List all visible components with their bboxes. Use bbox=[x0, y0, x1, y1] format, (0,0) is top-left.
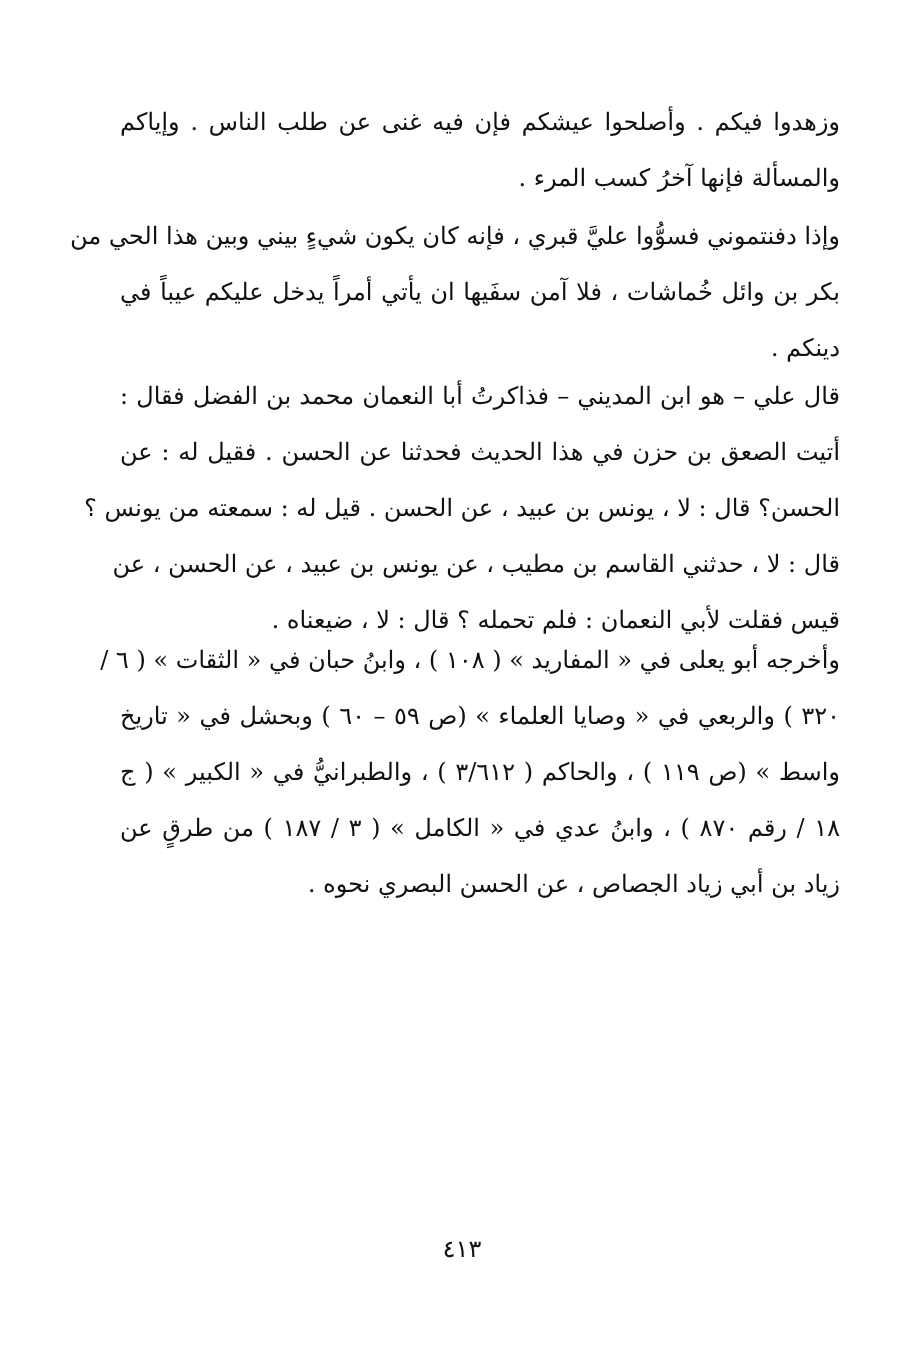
text-line: وزهدوا فيكم . وأصلحوا عيشكم فإن فيه غنى عن طلب الناس . وإياكم bbox=[120, 108, 840, 136]
text-line: ١٨ / رقم ٨٧٠ ) ، وابنُ عدي في « الكامل » ( ٣ / ١٨٧ ) من طرقٍ عن bbox=[120, 814, 841, 842]
paragraph bbox=[70, 208, 840, 376]
paragraph bbox=[84, 368, 840, 648]
paragraph bbox=[100, 632, 841, 912]
text-line: قيس فقلت لأبي النعمان : فلم تحمله ؟ قال : لا ، ضيعناه . bbox=[271, 606, 840, 634]
page-number: ٤١٣ bbox=[442, 1235, 482, 1263]
text-line: دينكم . bbox=[770, 334, 840, 362]
text-line: والمسألة فإنها آخرُ كسب المرء . bbox=[518, 164, 840, 192]
text-line: وأخرجه أبو يعلى في « المفاريد » ( ١٠٨ ) ، وابنُ حبان في « الثقات » ( ٦ / bbox=[100, 646, 840, 674]
paragraph bbox=[120, 94, 840, 206]
text-line: واسط » (ص ١١٩ ) ، والحاكم ( ٣/٦١٢ ) ، والطبرانيُّ في « الكبير » ( ج bbox=[120, 758, 840, 786]
text-line: ٣٢٠ ) والربعي في « وصايا العلماء » (ص ٥٩ – ٦٠ ) وبحشل في « تاريخ bbox=[120, 702, 840, 730]
text-line: قال علي – هو ابن المديني – فذاكرتُ أبا النعمان محمد بن الفضل فقال : bbox=[120, 382, 840, 410]
text-line: زياد بن أبي زياد الجصاص ، عن الحسن البصري نحوه . bbox=[307, 870, 840, 898]
text-line: وإذا دفنتموني فسوُّوا عليَّ قبري ، فإنه كان يكون شيءٍ بيني وبين هذا الحي من bbox=[70, 222, 840, 250]
text-line: قال : لا ، حدثني القاسم بن مطيب ، عن يونس بن عبيد ، عن الحسن ، عن bbox=[112, 550, 840, 578]
text-line: بكر بن وائل خُماشات ، فلا آمن سفَيها ان يأتي أمراً يدخل عليكم عيباً في bbox=[120, 278, 840, 306]
text-line: الحسن؟ قال : لا ، يونس بن عبيد ، عن الحسن . قيل له : سمعته من يونس ؟ bbox=[84, 494, 840, 522]
text-line: أتيت الصعق بن حزن في هذا الحديث فحدثنا عن الحسن . فقيل له : عن bbox=[120, 438, 840, 466]
